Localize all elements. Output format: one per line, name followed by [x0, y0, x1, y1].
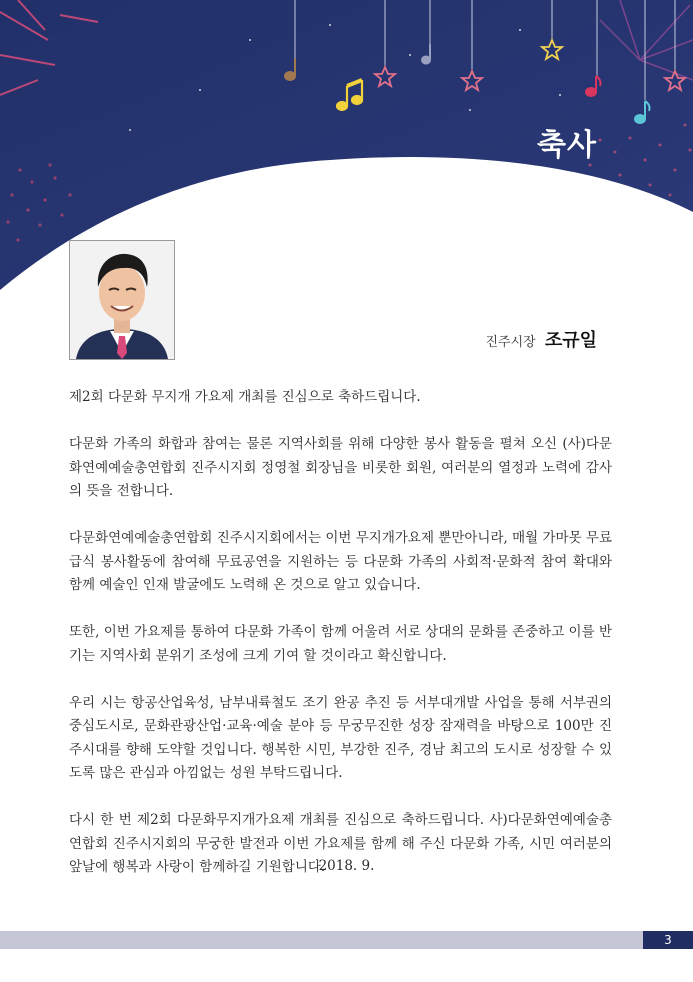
message-body: [69, 386, 612, 903]
paragraph: 제2회 다문화 무지개 가요제 개최를 진심으로 축하드립니다.: [69, 389, 421, 405]
message-date: 2018. 9.: [318, 858, 375, 874]
signature-role: 진주시장: [485, 335, 536, 350]
paragraph: 우리 시는 항공산업육성, 남부내륙철도 조기 완공 추진 등 서부대개발 사업을 통해 서부권의 중심도시로, 문화관광산업·교육·예술 분야 등 무궁무진한 성장 잠재력을 바탕으로 100만 진주시대를 향해 도약할 것입니다. 행복한 시민, 부강한 진주, 경남 최고의 도시로 성장할 수 있도록 많은 관심과 아낌없는 성원 부탁드립니다.: [69, 694, 612, 781]
paragraph: 다문화연예예술총연합회 진주시지회에서는 이번 무지개가요제 뿐만아니라, 매월 가마못 무료급식 봉사활동에 참여해 무료공연을 지원하는 등 다문화 가족의 사회적·문화적 참여 확대와 함께 예술인 인재 발굴에도 노력해 온 것으로 알고 있습니다.: [69, 530, 612, 593]
page-title: 축사: [537, 128, 597, 163]
page-number: 3: [643, 931, 693, 949]
signature-name: 조규일: [544, 330, 597, 351]
footer-bar: [0, 931, 643, 949]
signature: [486, 326, 598, 352]
paragraph: 다시 한 번 제2회 다문화무지개가요제 개최를 진심으로 축하드립니다. 사)다문화연예예술총연합회 진주시지회의 무궁한 발전과 이번 가요제를 함께 해 주신 다문화 가족, 시민 여러분의 앞날에 행복과 사랑이 함께하길 기원합니다.: [69, 812, 612, 875]
mayor-portrait: [69, 240, 175, 360]
paragraph: 또한, 이번 가요제를 통하여 다문화 가족이 함께 어울려 서로 상대의 문화를 존중하고 이를 반기는 지역사회 분위기 조성에 크게 기여 할 것이라고 확신합니다.: [69, 624, 612, 664]
portrait-illustration: [70, 241, 174, 359]
paragraph: 다문화 가족의 화합과 참여는 물론 지역사회를 위해 다양한 봉사 활동을 펼쳐 오신 (사)다문화연예예술총연합회 진주시지회 정영철 회장님을 비롯한 회원, 여러분의 열정과 노력에 감사의 뜻을 전합니다.: [69, 436, 612, 499]
